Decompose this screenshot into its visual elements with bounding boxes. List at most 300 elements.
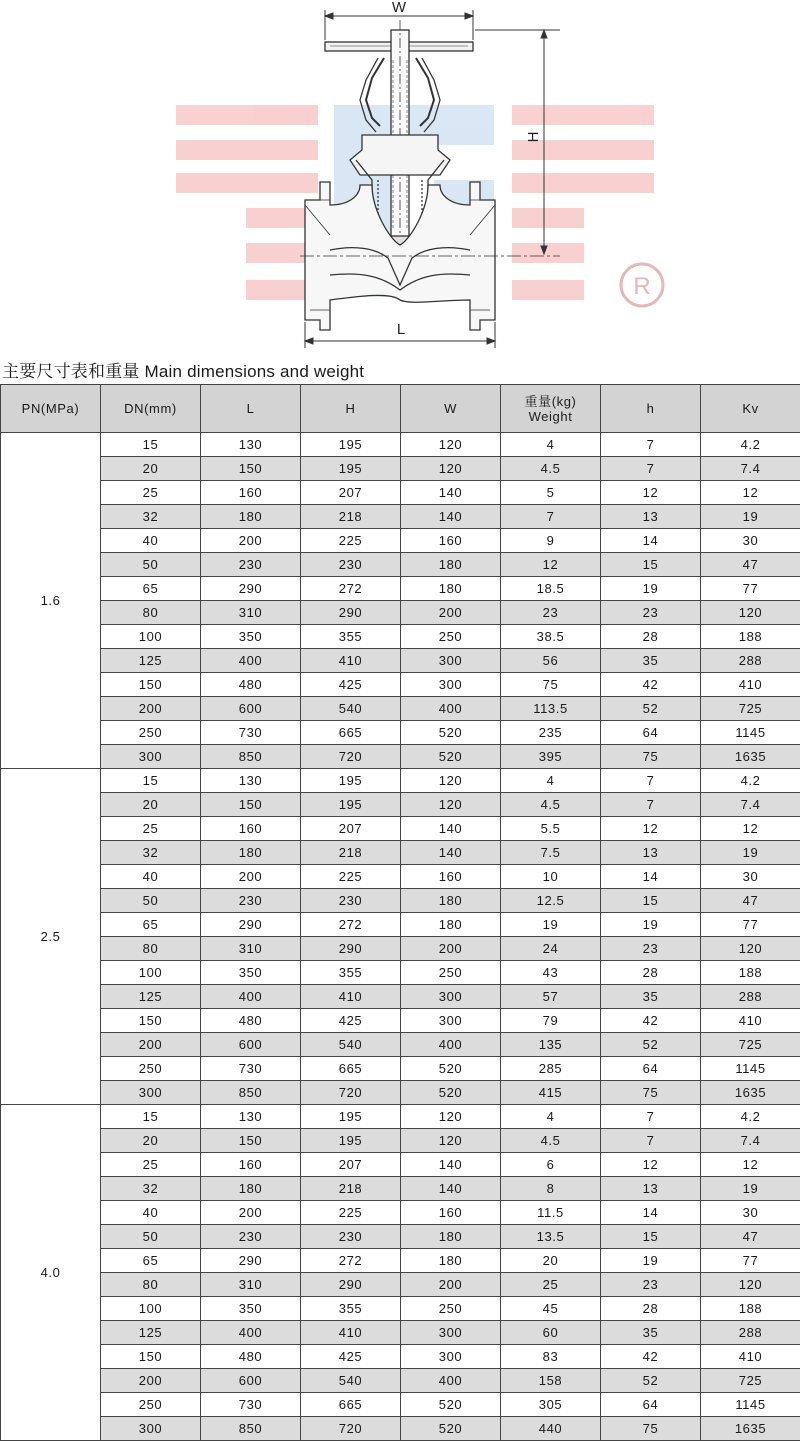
table-row xyxy=(1,841,800,865)
h-small-cell: 15 xyxy=(601,553,701,577)
l-cell: 130 xyxy=(201,769,301,793)
w-cell: 180 xyxy=(401,1249,501,1273)
dn-cell: 32 xyxy=(101,841,201,865)
l-cell: 400 xyxy=(201,649,301,673)
w-cell: 400 xyxy=(401,1369,501,1393)
weight-cell: 6 xyxy=(501,1153,601,1177)
dn-cell: 25 xyxy=(101,817,201,841)
header-kv: Kv xyxy=(701,385,800,433)
h-cell: 230 xyxy=(301,889,401,913)
w-cell: 180 xyxy=(401,889,501,913)
kv-cell: 1145 xyxy=(701,1057,800,1081)
h-cell: 195 xyxy=(301,433,401,457)
header-dn: DN(mm) xyxy=(101,385,201,433)
kv-cell: 47 xyxy=(701,1225,800,1249)
dn-cell: 20 xyxy=(101,1129,201,1153)
l-cell: 350 xyxy=(201,625,301,649)
weight-cell: 75 xyxy=(501,673,601,697)
dimension-l-label: L xyxy=(397,321,405,338)
dn-cell: 300 xyxy=(101,1417,201,1441)
table-row xyxy=(1,1129,800,1153)
dn-cell: 125 xyxy=(101,985,201,1009)
h-small-cell: 15 xyxy=(601,1225,701,1249)
dn-cell: 100 xyxy=(101,625,201,649)
l-cell: 290 xyxy=(201,1249,301,1273)
dn-cell: 125 xyxy=(101,649,201,673)
h-cell: 665 xyxy=(301,721,401,745)
l-cell: 200 xyxy=(201,1201,301,1225)
h-cell: 425 xyxy=(301,1345,401,1369)
kv-cell: 188 xyxy=(701,961,800,985)
kv-cell: 12 xyxy=(701,1153,800,1177)
h-small-cell: 15 xyxy=(601,889,701,913)
dn-cell: 40 xyxy=(101,529,201,553)
h-cell: 207 xyxy=(301,481,401,505)
dn-cell: 80 xyxy=(101,937,201,961)
l-cell: 180 xyxy=(201,505,301,529)
table-row xyxy=(1,673,800,697)
table-row xyxy=(1,505,800,529)
w-cell: 140 xyxy=(401,817,501,841)
table-row xyxy=(1,1081,800,1105)
dn-cell: 200 xyxy=(101,1369,201,1393)
kv-cell: 188 xyxy=(701,1297,800,1321)
h-small-cell: 19 xyxy=(601,1249,701,1273)
w-cell: 520 xyxy=(401,1081,501,1105)
dn-cell: 200 xyxy=(101,1033,201,1057)
l-cell: 730 xyxy=(201,1393,301,1417)
weight-cell: 13.5 xyxy=(501,1225,601,1249)
h-small-cell: 7 xyxy=(601,793,701,817)
h-small-cell: 35 xyxy=(601,985,701,1009)
dn-cell: 200 xyxy=(101,697,201,721)
kv-cell: 120 xyxy=(701,601,800,625)
weight-cell: 135 xyxy=(501,1033,601,1057)
h-small-cell: 52 xyxy=(601,1369,701,1393)
h-small-cell: 23 xyxy=(601,937,701,961)
h-cell: 230 xyxy=(301,1225,401,1249)
h-cell: 195 xyxy=(301,1105,401,1129)
h-cell: 355 xyxy=(301,961,401,985)
pn-cell: 1.6 xyxy=(1,433,101,769)
weight-cell: 57 xyxy=(501,985,601,1009)
w-cell: 250 xyxy=(401,961,501,985)
h-cell: 540 xyxy=(301,697,401,721)
l-cell: 730 xyxy=(201,721,301,745)
h-small-cell: 28 xyxy=(601,961,701,985)
table-row xyxy=(1,1153,800,1177)
table-row xyxy=(1,745,800,769)
table-body xyxy=(1,433,800,1441)
h-cell: 540 xyxy=(301,1033,401,1057)
h-small-cell: 35 xyxy=(601,649,701,673)
w-cell: 200 xyxy=(401,601,501,625)
h-small-cell: 64 xyxy=(601,721,701,745)
h-cell: 195 xyxy=(301,457,401,481)
weight-cell: 23 xyxy=(501,601,601,625)
header-weight-en: Weight xyxy=(501,409,600,424)
table-row xyxy=(1,553,800,577)
table-row xyxy=(1,1105,800,1129)
kv-cell: 77 xyxy=(701,913,800,937)
table-row xyxy=(1,433,800,457)
header-h-small: h xyxy=(601,385,701,433)
table-row xyxy=(1,769,800,793)
l-cell: 150 xyxy=(201,793,301,817)
dn-cell: 15 xyxy=(101,433,201,457)
h-small-cell: 64 xyxy=(601,1393,701,1417)
h-cell: 207 xyxy=(301,817,401,841)
h-small-cell: 64 xyxy=(601,1057,701,1081)
l-cell: 160 xyxy=(201,817,301,841)
l-cell: 230 xyxy=(201,553,301,577)
weight-cell: 18.5 xyxy=(501,577,601,601)
kv-cell: 4.2 xyxy=(701,1105,800,1129)
table-row xyxy=(1,889,800,913)
dn-cell: 50 xyxy=(101,889,201,913)
w-cell: 120 xyxy=(401,1129,501,1153)
w-cell: 160 xyxy=(401,529,501,553)
h-small-cell: 42 xyxy=(601,1345,701,1369)
dn-cell: 250 xyxy=(101,1057,201,1081)
table-row xyxy=(1,985,800,1009)
kv-cell: 188 xyxy=(701,625,800,649)
weight-cell: 43 xyxy=(501,961,601,985)
weight-cell: 4 xyxy=(501,1105,601,1129)
table-row xyxy=(1,1297,800,1321)
h-cell: 355 xyxy=(301,625,401,649)
dn-cell: 20 xyxy=(101,793,201,817)
h-cell: 720 xyxy=(301,745,401,769)
kv-cell: 30 xyxy=(701,865,800,889)
w-cell: 140 xyxy=(401,481,501,505)
header-weight-zh: 重量(kg) xyxy=(501,394,600,409)
weight-cell: 4.5 xyxy=(501,457,601,481)
weight-cell: 440 xyxy=(501,1417,601,1441)
w-cell: 400 xyxy=(401,1033,501,1057)
l-cell: 230 xyxy=(201,1225,301,1249)
l-cell: 230 xyxy=(201,889,301,913)
table-row xyxy=(1,457,800,481)
dn-cell: 32 xyxy=(101,1177,201,1201)
dn-cell: 15 xyxy=(101,1105,201,1129)
w-cell: 180 xyxy=(401,577,501,601)
header-weight xyxy=(501,385,601,433)
h-cell: 290 xyxy=(301,937,401,961)
h-cell: 230 xyxy=(301,553,401,577)
h-cell: 665 xyxy=(301,1057,401,1081)
l-cell: 150 xyxy=(201,457,301,481)
h-cell: 272 xyxy=(301,577,401,601)
kv-cell: 19 xyxy=(701,505,800,529)
h-cell: 218 xyxy=(301,841,401,865)
dn-cell: 40 xyxy=(101,865,201,889)
h-small-cell: 23 xyxy=(601,1273,701,1297)
h-small-cell: 19 xyxy=(601,577,701,601)
table-row xyxy=(1,817,800,841)
table-row xyxy=(1,1417,800,1441)
header-l: L xyxy=(201,385,301,433)
dn-cell: 250 xyxy=(101,721,201,745)
table-row xyxy=(1,649,800,673)
section-title: 主要尺寸表和重量 Main dimensions and weight xyxy=(2,357,364,382)
h-cell: 225 xyxy=(301,865,401,889)
h-cell: 272 xyxy=(301,913,401,937)
weight-cell: 5.5 xyxy=(501,817,601,841)
weight-cell: 158 xyxy=(501,1369,601,1393)
l-cell: 180 xyxy=(201,841,301,865)
valve-drawing xyxy=(0,0,800,352)
w-cell: 140 xyxy=(401,505,501,529)
l-cell: 310 xyxy=(201,1273,301,1297)
weight-cell: 7.5 xyxy=(501,841,601,865)
w-cell: 200 xyxy=(401,1273,501,1297)
h-cell: 425 xyxy=(301,1009,401,1033)
w-cell: 300 xyxy=(401,985,501,1009)
w-cell: 180 xyxy=(401,1225,501,1249)
dn-cell: 65 xyxy=(101,1249,201,1273)
h-cell: 290 xyxy=(301,1273,401,1297)
table-row xyxy=(1,625,800,649)
h-small-cell: 42 xyxy=(601,1009,701,1033)
w-cell: 120 xyxy=(401,433,501,457)
h-small-cell: 7 xyxy=(601,457,701,481)
table-row xyxy=(1,793,800,817)
l-cell: 160 xyxy=(201,481,301,505)
h-small-cell: 12 xyxy=(601,817,701,841)
weight-cell: 4 xyxy=(501,433,601,457)
l-cell: 850 xyxy=(201,1081,301,1105)
h-cell: 720 xyxy=(301,1081,401,1105)
l-cell: 350 xyxy=(201,961,301,985)
l-cell: 400 xyxy=(201,985,301,1009)
weight-cell: 305 xyxy=(501,1393,601,1417)
weight-cell: 10 xyxy=(501,865,601,889)
l-cell: 150 xyxy=(201,1129,301,1153)
kv-cell: 4.2 xyxy=(701,433,800,457)
weight-cell: 11.5 xyxy=(501,1201,601,1225)
header-w: W xyxy=(401,385,501,433)
w-cell: 520 xyxy=(401,1057,501,1081)
h-cell: 410 xyxy=(301,985,401,1009)
h-small-cell: 75 xyxy=(601,745,701,769)
dn-cell: 20 xyxy=(101,457,201,481)
table-row xyxy=(1,721,800,745)
weight-cell: 45 xyxy=(501,1297,601,1321)
kv-cell: 12 xyxy=(701,481,800,505)
weight-cell: 113.5 xyxy=(501,697,601,721)
l-cell: 400 xyxy=(201,1321,301,1345)
h-cell: 195 xyxy=(301,769,401,793)
kv-cell: 288 xyxy=(701,985,800,1009)
l-cell: 180 xyxy=(201,1177,301,1201)
w-cell: 300 xyxy=(401,649,501,673)
table-row xyxy=(1,1321,800,1345)
table-row xyxy=(1,1201,800,1225)
w-cell: 250 xyxy=(401,1297,501,1321)
dn-cell: 40 xyxy=(101,1201,201,1225)
table-row xyxy=(1,1057,800,1081)
kv-cell: 410 xyxy=(701,1009,800,1033)
dn-cell: 300 xyxy=(101,1081,201,1105)
weight-cell: 4.5 xyxy=(501,1129,601,1153)
kv-cell: 1635 xyxy=(701,745,800,769)
table-row xyxy=(1,913,800,937)
h-cell: 218 xyxy=(301,505,401,529)
pn-cell: 4.0 xyxy=(1,1105,101,1441)
pn-cell: 2.5 xyxy=(1,769,101,1105)
weight-cell: 56 xyxy=(501,649,601,673)
weight-cell: 12.5 xyxy=(501,889,601,913)
w-cell: 300 xyxy=(401,1345,501,1369)
w-cell: 520 xyxy=(401,745,501,769)
svg-text:R: R xyxy=(633,273,650,300)
w-cell: 200 xyxy=(401,937,501,961)
kv-cell: 725 xyxy=(701,697,800,721)
kv-cell: 77 xyxy=(701,577,800,601)
weight-cell: 235 xyxy=(501,721,601,745)
h-small-cell: 23 xyxy=(601,601,701,625)
header-h: H xyxy=(301,385,401,433)
h-small-cell: 7 xyxy=(601,1105,701,1129)
w-cell: 160 xyxy=(401,1201,501,1225)
h-cell: 218 xyxy=(301,1177,401,1201)
w-cell: 140 xyxy=(401,1177,501,1201)
h-cell: 425 xyxy=(301,673,401,697)
h-small-cell: 35 xyxy=(601,1321,701,1345)
weight-cell: 83 xyxy=(501,1345,601,1369)
dimensions-table xyxy=(0,384,800,1441)
l-cell: 290 xyxy=(201,577,301,601)
w-cell: 140 xyxy=(401,841,501,865)
w-cell: 120 xyxy=(401,793,501,817)
weight-cell: 5 xyxy=(501,481,601,505)
l-cell: 290 xyxy=(201,913,301,937)
h-small-cell: 13 xyxy=(601,841,701,865)
kv-cell: 1145 xyxy=(701,721,800,745)
weight-cell: 7 xyxy=(501,505,601,529)
dn-cell: 50 xyxy=(101,1225,201,1249)
h-small-cell: 13 xyxy=(601,1177,701,1201)
h-small-cell: 7 xyxy=(601,769,701,793)
dn-cell: 80 xyxy=(101,1273,201,1297)
l-cell: 310 xyxy=(201,937,301,961)
kv-cell: 1635 xyxy=(701,1417,800,1441)
header-pn: PN(MPa) xyxy=(1,385,101,433)
l-cell: 600 xyxy=(201,697,301,721)
w-cell: 180 xyxy=(401,553,501,577)
dn-cell: 65 xyxy=(101,577,201,601)
kv-cell: 19 xyxy=(701,1177,800,1201)
weight-cell: 4 xyxy=(501,769,601,793)
table-row xyxy=(1,1177,800,1201)
l-cell: 850 xyxy=(201,745,301,769)
kv-cell: 47 xyxy=(701,553,800,577)
h-cell: 225 xyxy=(301,529,401,553)
kv-cell: 7.4 xyxy=(701,1129,800,1153)
dn-cell: 15 xyxy=(101,769,201,793)
dn-cell: 125 xyxy=(101,1321,201,1345)
dimension-h-label: H xyxy=(525,132,542,143)
l-cell: 480 xyxy=(201,1345,301,1369)
h-cell: 410 xyxy=(301,1321,401,1345)
kv-cell: 288 xyxy=(701,649,800,673)
table-row xyxy=(1,1009,800,1033)
l-cell: 600 xyxy=(201,1033,301,1057)
w-cell: 520 xyxy=(401,1393,501,1417)
h-cell: 195 xyxy=(301,793,401,817)
w-cell: 120 xyxy=(401,769,501,793)
h-cell: 272 xyxy=(301,1249,401,1273)
h-small-cell: 14 xyxy=(601,865,701,889)
dn-cell: 150 xyxy=(101,1345,201,1369)
kv-cell: 47 xyxy=(701,889,800,913)
weight-cell: 4.5 xyxy=(501,793,601,817)
weight-cell: 285 xyxy=(501,1057,601,1081)
kv-cell: 725 xyxy=(701,1369,800,1393)
registered-mark-icon xyxy=(621,264,663,306)
weight-cell: 79 xyxy=(501,1009,601,1033)
dn-cell: 50 xyxy=(101,553,201,577)
h-cell: 195 xyxy=(301,1129,401,1153)
dn-cell: 300 xyxy=(101,745,201,769)
table-header-row xyxy=(1,385,800,433)
weight-cell: 395 xyxy=(501,745,601,769)
table-row xyxy=(1,697,800,721)
weight-cell: 415 xyxy=(501,1081,601,1105)
weight-cell: 38.5 xyxy=(501,625,601,649)
w-cell: 140 xyxy=(401,1153,501,1177)
dn-cell: 250 xyxy=(101,1393,201,1417)
h-cell: 225 xyxy=(301,1201,401,1225)
l-cell: 310 xyxy=(201,601,301,625)
weight-cell: 24 xyxy=(501,937,601,961)
w-cell: 300 xyxy=(401,673,501,697)
weight-cell: 8 xyxy=(501,1177,601,1201)
table-row xyxy=(1,481,800,505)
h-small-cell: 12 xyxy=(601,481,701,505)
kv-cell: 725 xyxy=(701,1033,800,1057)
kv-cell: 30 xyxy=(701,529,800,553)
weight-cell: 19 xyxy=(501,913,601,937)
l-cell: 200 xyxy=(201,529,301,553)
l-cell: 130 xyxy=(201,1105,301,1129)
h-small-cell: 7 xyxy=(601,433,701,457)
w-cell: 520 xyxy=(401,721,501,745)
table-row xyxy=(1,865,800,889)
weight-cell: 20 xyxy=(501,1249,601,1273)
kv-cell: 410 xyxy=(701,1345,800,1369)
table-row xyxy=(1,601,800,625)
table-row xyxy=(1,1225,800,1249)
dn-cell: 25 xyxy=(101,1153,201,1177)
h-cell: 355 xyxy=(301,1297,401,1321)
l-cell: 850 xyxy=(201,1417,301,1441)
w-cell: 120 xyxy=(401,457,501,481)
h-small-cell: 19 xyxy=(601,913,701,937)
weight-cell: 25 xyxy=(501,1273,601,1297)
w-cell: 160 xyxy=(401,865,501,889)
kv-cell: 120 xyxy=(701,937,800,961)
l-cell: 480 xyxy=(201,1009,301,1033)
h-small-cell: 12 xyxy=(601,1153,701,1177)
kv-cell: 19 xyxy=(701,841,800,865)
table-row xyxy=(1,937,800,961)
w-cell: 300 xyxy=(401,1321,501,1345)
l-cell: 730 xyxy=(201,1057,301,1081)
h-small-cell: 28 xyxy=(601,1297,701,1321)
h-cell: 665 xyxy=(301,1393,401,1417)
